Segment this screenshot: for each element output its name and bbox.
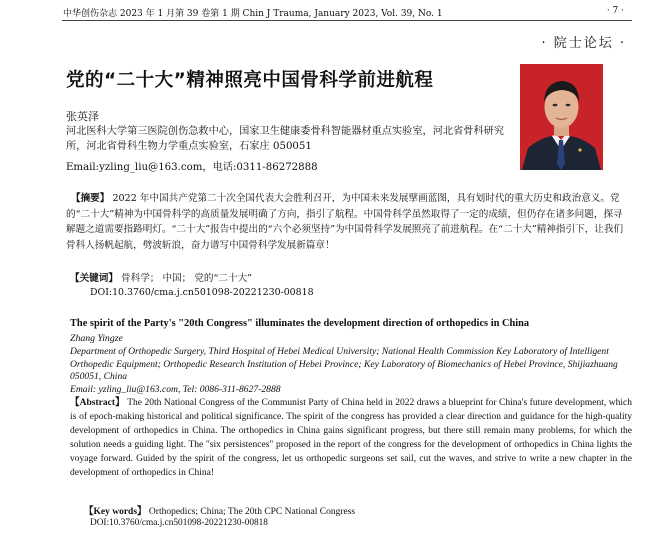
keywords-label-english: 【Key words】 xyxy=(84,507,147,517)
affiliation-english xyxy=(70,346,640,396)
keywords-text-chinese: 骨科学； 中国； 党的“二十大” xyxy=(121,273,253,284)
journal-header: 中华创伤杂志 2023 年 1 月第 39 卷第 1 期 Chin J Trauma, January 2023, Vol. 39, No. 1 xyxy=(63,9,443,19)
abstract-label-english: 【Abstract】 xyxy=(70,398,125,408)
author-name-english: Zhang Yingze xyxy=(70,333,123,344)
contact-english: Email: yzling_liu@163.com, Tel: 0086-311-8627-2888 xyxy=(70,383,281,395)
keywords-chinese xyxy=(70,270,252,284)
abstract-chinese xyxy=(66,191,626,253)
abstract-label-chinese: 【摘要】 xyxy=(71,193,110,204)
keywords-label-chinese: 【关键词】 xyxy=(70,273,118,284)
column-label: · 院士论坛 · xyxy=(541,36,626,51)
portrait-icon xyxy=(520,64,603,170)
keywords-text-english: Orthopedics; China; The 20th CPC National Congress xyxy=(148,507,356,517)
header-divider xyxy=(62,20,632,21)
title-chinese: 党的“二十大”精神照亮中国骨科学前进航程 xyxy=(66,70,434,91)
contact-chinese: Email:yzling_liu@163.com，电话:0311-86272888 xyxy=(66,162,318,173)
abstract-text-chinese: 2022 年中国共产党第二十次全国代表大会胜利召开，为中国未来发展擘画蓝图，具有划时代的重大历史和政治意义。党的“二十大”精神为中国骨科学的高质量发展明确了方向，指引了航程。中国骨科学虽然取得了一定的成绩，但仍存在诸多问题，探寻解题之道需要指路明灯。“二十大”报告中提出的“六个必须坚持”为中国骨科学发展照亮了前进航程。在“二十大”精神指引下，让我们骨科人扬帆起航，劈波斩浪，奋力谱写中国骨科学发展新篇章！ xyxy=(66,193,624,251)
author-portrait xyxy=(520,64,603,170)
title-english: The spirit of the Party's "20th Congress" illuminates the development direction of orthopedics in China xyxy=(70,318,530,329)
page-number: · 7 · xyxy=(606,6,624,16)
doi-chinese: DOI:10.3760/cma.j.cn501098-20221230-00818 xyxy=(90,287,314,298)
keywords-english xyxy=(84,503,355,517)
affiliation-chinese: 河北医科大学第三医院创伤急救中心，国家卫生健康委骨科智能器材重点实验室，河北省骨科研究所，河北省骨科生物力学重点实验室，石家庄 050051 xyxy=(66,126,505,152)
doi-english: DOI:10.3760/cma.j.cn501098-20221230-00818 xyxy=(90,518,268,528)
abstract-english xyxy=(70,397,632,480)
abstract-text-english: The 20th National Congress of the Communist Party of China held in 2022 draws a blueprint for China's future development, which is of epoch-making historical and political significance. The spirit of the congress has provided a clear direction and guidance for the high-quality development of orthopedics in China. The orthopedics in China gains significant progress, but there still remain many problems, for which the solution needs a guiding light. The "six persistences" proposed in the report of the congress for the development of orthopedics in China lights the voyage forward. Guided by the spirit of the congress, let us orthopedic surgeons set sail, cut the waves, and strive to write a new chapter in the development of orthopedics in China! xyxy=(70,398,632,478)
author-name-chinese: 张英泽 xyxy=(66,110,99,123)
affiliation-text-english: Department of Orthopedic Surgery, Third Hospital of Hebei Medical University; National Health Commission Key Laboratory of Intelligent Orthopedic Equipment; Orthopedic Research Institution of Hebei Province; Key Laboratory of Biomechanics of Hebei Province, Shijiazhuang 050051, China xyxy=(70,346,618,383)
